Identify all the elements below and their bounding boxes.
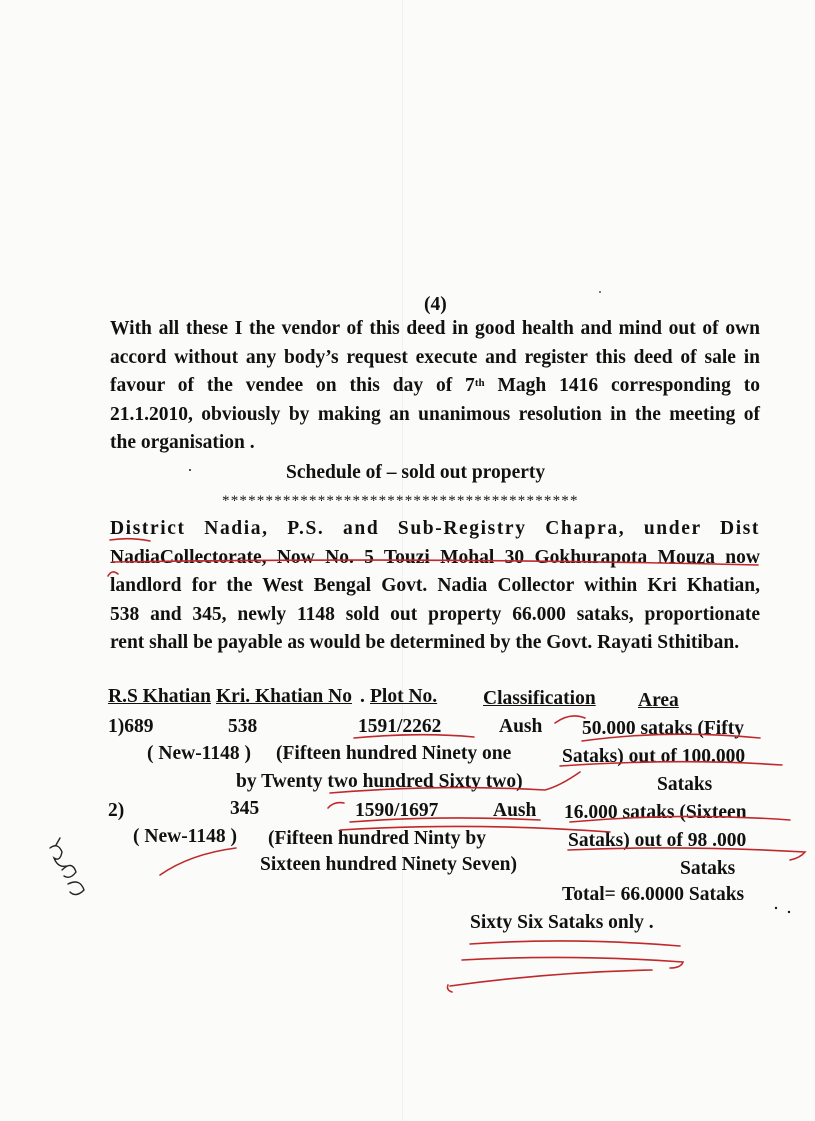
row1-area-unit: Sataks xyxy=(657,774,713,795)
schedule-line: rent shall be payable as would be determined by the Govt. Rayati Sthitiban. xyxy=(110,632,740,653)
intro-line: 21.1.2010, obviously by making an unanimous resolution in the meeting of xyxy=(110,403,760,425)
stars-divider: ***************************************** xyxy=(222,493,579,509)
header-rs-khatian: R.S Khatian xyxy=(108,686,211,707)
underline-new-khatian xyxy=(160,848,236,875)
header-plot-no: Plot No. xyxy=(370,686,438,707)
schedule-line: NadiaCollectorate, Now No. 5 Touzi Mohal 30 Gokhurapota Mouza now xyxy=(110,546,760,568)
underline-total-words xyxy=(470,941,680,946)
schedule-line: 538 and 345, newly 1148 sold out property 66.000 sataks, proportionate xyxy=(110,603,760,625)
row2-rs-khatian: 2) xyxy=(108,800,125,821)
row1-area: 50.000 sataks (Fifty xyxy=(582,718,744,739)
page-number: (4) xyxy=(424,294,447,315)
row1-rs-khatian: 1)689 xyxy=(108,716,154,737)
header-classification: Classification xyxy=(483,688,596,709)
intro-line3-start: favour of the vendee on this day of 7 xyxy=(110,375,475,396)
row1-plot-words-2: by Twenty two hundred Sixty two) xyxy=(236,771,523,792)
date-superscript: th xyxy=(474,377,485,389)
row1-classification: Aush xyxy=(499,716,543,737)
header-area: Area xyxy=(638,690,679,711)
row2-kri-khatian: 345 xyxy=(230,798,260,819)
row1-new-khatian: ( New-1148 ) xyxy=(147,743,251,764)
schedule-line: landlord for the West Bengal Govt. Nadia Collector within Kri Khatian, xyxy=(110,575,760,596)
schedule-paragraph xyxy=(110,515,760,658)
row2-classification: Aush xyxy=(493,800,537,821)
row2-area: 16.000 sataks (Sixteen xyxy=(564,802,747,823)
row2-area-unit: Sataks xyxy=(680,858,736,879)
header-kri-khatian: Kri. Khatian No xyxy=(216,686,352,707)
row2-plot-words-2: Sixteen hundred Ninety Seven) xyxy=(260,854,517,875)
total-in-words: Sixty Six Sataks only . xyxy=(470,912,654,933)
intro-line: With all these I the vendor of this deed in good health and mind out of own xyxy=(110,318,760,339)
schedule-title: Schedule of – sold out property xyxy=(286,462,546,483)
row1-plot-words: (Fifteen hundred Ninety one xyxy=(276,743,512,764)
intro-line xyxy=(110,372,760,401)
handwritten-initials-signature xyxy=(50,838,84,895)
row1-plot-no: 1591/2262 xyxy=(358,716,442,737)
intro-paragraph xyxy=(110,315,760,458)
row2-area-total: Sataks) out of 98 .000 xyxy=(568,830,747,851)
intro-line: the organisation . xyxy=(110,432,255,453)
row1-area-total: Sataks) out of 100.000 xyxy=(562,746,746,767)
row2-plot-words: (Fifteen hundred Ninty by xyxy=(268,828,486,849)
row2-plot-no: 1590/1697 xyxy=(355,800,439,821)
schedule-line: District Nadia, P.S. and Sub-Registry Chapra, under Dist xyxy=(110,518,760,539)
total-area: Total= 66.0000 Sataks xyxy=(562,884,745,905)
intro-line: accord without any body’s request execute and register this deed of sale in xyxy=(110,346,760,368)
row2-new-khatian: ( New-1148 ) xyxy=(133,826,237,847)
header-dot: . xyxy=(360,686,365,707)
row1-kri-khatian: 538 xyxy=(228,716,258,737)
intro-line3-end: Magh 1416 corresponding to xyxy=(484,375,760,396)
